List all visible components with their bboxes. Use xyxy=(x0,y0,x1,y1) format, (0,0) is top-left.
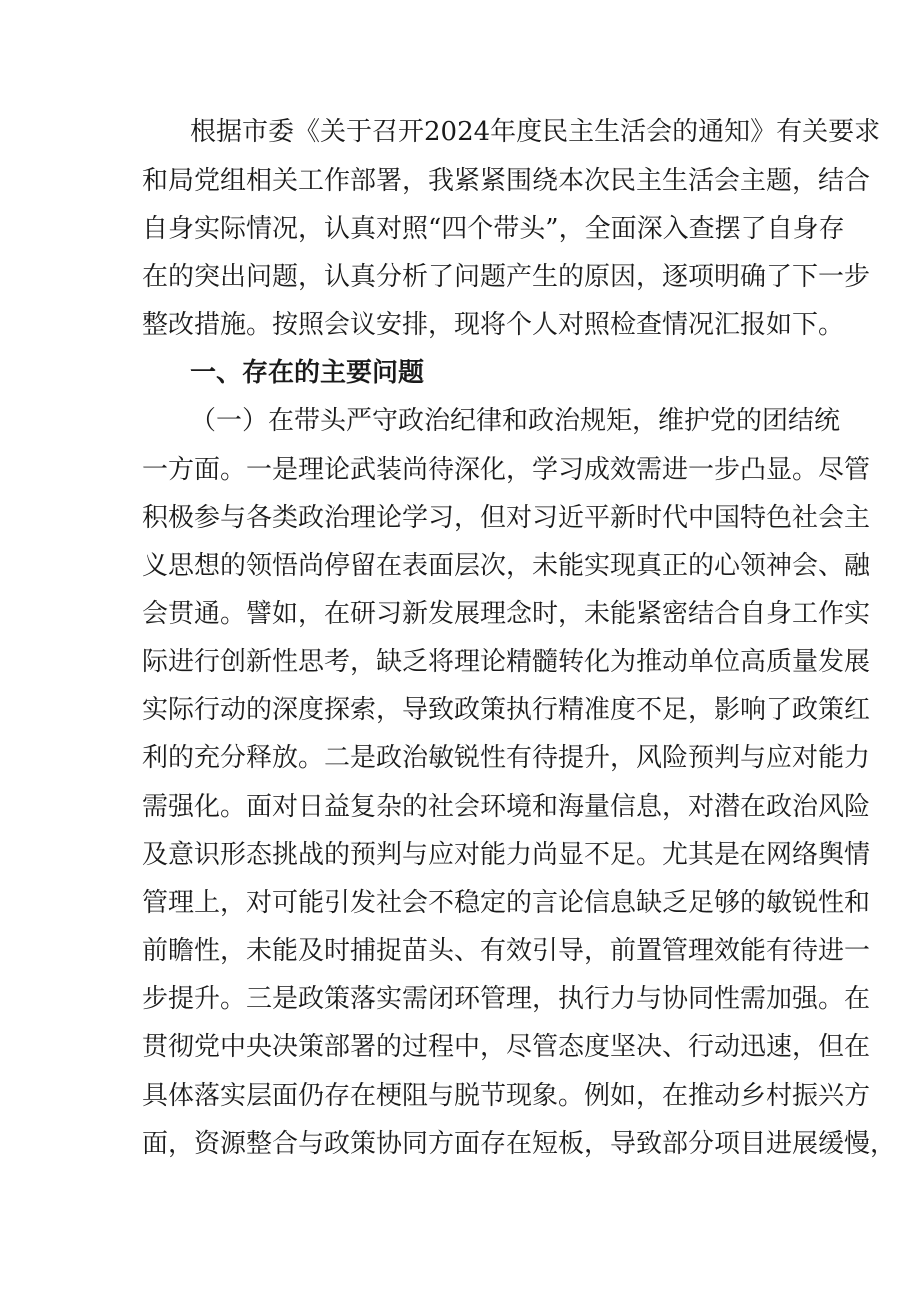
body-line: 一方面。一是理论武装尚待深化，学习成效需进一步凸显。尽管 xyxy=(142,455,871,485)
body-line: 利的充分释放。二是政治敏锐性有待提升，风险预判与应对能力 xyxy=(142,743,871,773)
body-line: 管理上，对可能引发社会不稳定的言论信息缺乏足够的敏锐性和 xyxy=(142,888,871,918)
body-line: 会贯通。譬如，在研习新发展理念时，未能紧密结合自身工作实 xyxy=(142,599,871,629)
section-heading: 一、存在的主要问题 xyxy=(190,358,425,388)
body-line: 面，资源整合与政策协同方面存在短板，导致部分项目进展缓慢， xyxy=(142,1129,897,1159)
body-line: （一）在带头严守政治纪律和政治规矩，维护党的团结统 xyxy=(190,406,841,436)
body-line: 步提升。三是政策落实需闭环管理，执行力与协同性需加强。在 xyxy=(142,984,871,1014)
body-line: 实际行动的深度探索，导致政策执行精准度不足，影响了政策红 xyxy=(142,695,871,725)
intro-line: 自身实际情况，认真对照“四个带头”，全面深入查摆了自身存 xyxy=(142,214,845,244)
body-line: 际进行创新性思考，缺乏将理论精髓转化为推动单位高质量发展 xyxy=(142,647,871,677)
body-line: 贯彻党中央决策部署的过程中，尽管态度坚决、行动迅速，但在 xyxy=(142,1032,871,1062)
body-line: 具体落实层面仍存在梗阻与脱节现象。例如，在推动乡村振兴方 xyxy=(142,1081,871,1111)
body-line: 前瞻性，未能及时捕捉苗头、有效引导，前置管理效能有待进一 xyxy=(142,936,871,966)
intro-line: 和局党组相关工作部署，我紧紧围绕本次民主生活会主题，结合 xyxy=(142,166,871,196)
body-line: 需强化。面对日益复杂的社会环境和海量信息，对潜在政治风险 xyxy=(142,792,871,822)
intro-line: 根据市委《关于召开2024年度民主生活会的通知》有关要求 xyxy=(190,117,881,147)
body-line: 义思想的领悟尚停留在表面层次，未能实现真正的心领神会、融 xyxy=(142,551,871,581)
body-line: 积极参与各类政治理论学习，但对习近平新时代中国特色社会主 xyxy=(142,503,871,533)
intro-line: 在的突出问题，认真分析了问题产生的原因，逐项明确了下一步 xyxy=(142,262,871,292)
body-line: 及意识形态挑战的预判与应对能力尚显不足。尤其是在网络舆情 xyxy=(142,840,871,870)
intro-line: 整改措施。按照会议安排，现将个人对照检查情况汇报如下。 xyxy=(142,310,845,340)
